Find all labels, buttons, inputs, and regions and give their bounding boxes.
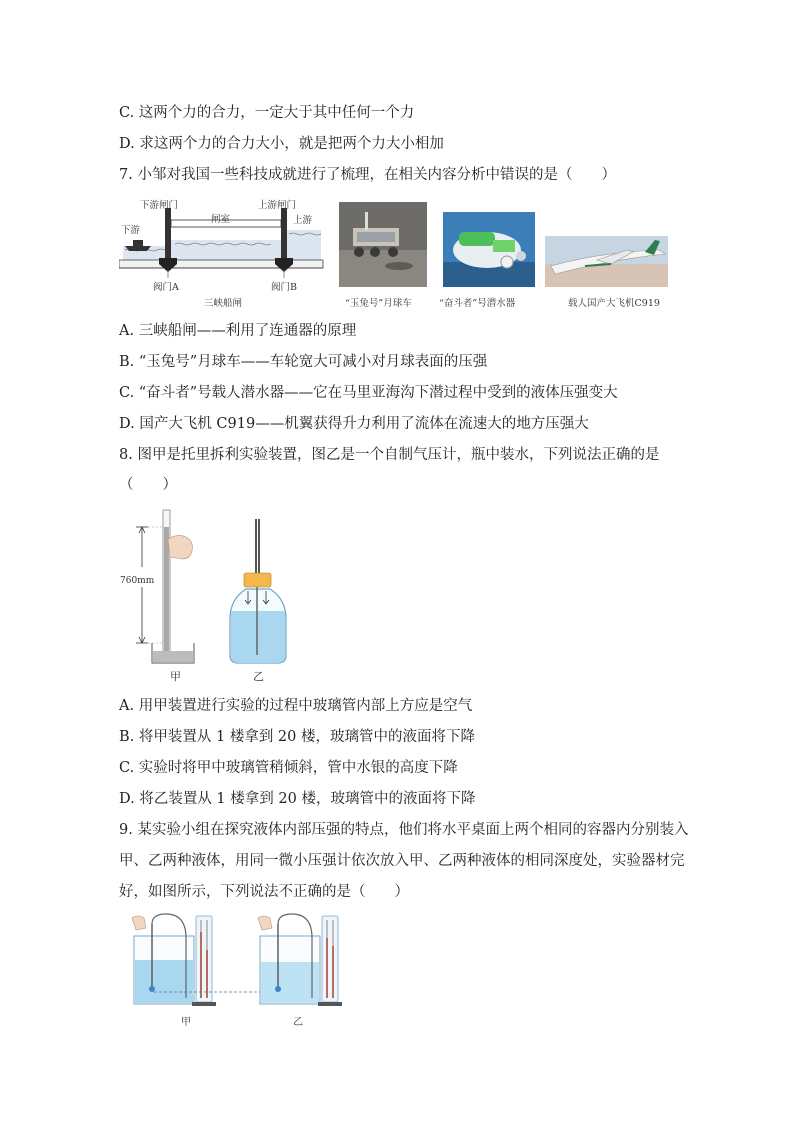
plane-caption: 载人国产大飞机C919 [568, 298, 660, 309]
question-9-line1: 9. 某实验小组在探究液体内部压强的特点，他们将水平桌面上两个相同的容器内分别装入 [119, 822, 689, 838]
question-8: 8. 图甲是托里拆利实验装置，图乙是一个自制气压计，瓶中装水，下列说法正确的是 [119, 447, 660, 463]
question-8-bracket: （ ） [119, 477, 177, 493]
option-6c: C. 这两个力的合力，一定大于其中任何一个力 [119, 105, 415, 121]
option-8d: D. 将乙装置从 1 楼拿到 20 楼，玻璃管中的液面将下降 [119, 791, 476, 807]
option-8b: B. 将甲装置从 1 楼拿到 20 楼，玻璃管中的液面将下降 [119, 729, 475, 745]
option-7c: C. “奋斗者”号载人潜水器——它在马里亚海沟下潜过程中受到的液体压强变大 [119, 385, 618, 401]
ship-lock-caption: 三峡船闸 [204, 298, 243, 309]
figure-yi-label: 乙 [253, 670, 264, 683]
chamber-label: 闸室 [211, 214, 231, 225]
figure9-jia-label: 甲 [181, 1017, 191, 1028]
option-7b: B. “玉兔号”月球车——车轮宽大可减小对月球表面的压强 [119, 354, 488, 370]
lunar-rover-photo [339, 202, 427, 287]
option-7a: A. 三峡船闸——利用了连通器的原理 [119, 323, 357, 339]
pressure-gauge-figure [118, 910, 348, 1015]
c919-plane-photo [545, 236, 668, 287]
downstream-label: 下游 [121, 225, 141, 236]
question-7: 7. 小邹对我国一些科技成就进行了梳理，在相关内容分析中错误的是（ ） [119, 167, 616, 183]
rover-caption: “玉兔号”月球车 [345, 298, 412, 309]
submersible-caption: “奋斗者”号潜水器 [439, 298, 516, 309]
figure-jia-label: 甲 [170, 670, 181, 683]
question-9-line2: 甲、乙两种液体，用同一微小压强计依次放入甲、乙两种液体的相同深度处，实验器材完 [119, 853, 685, 869]
option-7d: D. 国产大飞机 C919——机翼获得升力利用了流体在流速大的地方压强大 [119, 416, 589, 432]
height-760mm-label: 760mm [120, 576, 155, 586]
question-9-line3: 好，如图所示，下列说法不正确的是（ ） [119, 884, 409, 900]
figure9-yi-label: 乙 [293, 1017, 303, 1028]
upstream-gate-label: 上游闸门 [258, 200, 297, 211]
downstream-gate-label: 下游闸门 [140, 200, 179, 211]
torricelli-barometer-figure [118, 505, 288, 685]
valve-b-label: 阀门B [271, 282, 297, 293]
option-8c: C. 实验时将甲中玻璃管稍倾斜，管中水银的高度下降 [119, 760, 458, 776]
option-6d: D. 求这两个力的合力大小，就是把两个力大小相加 [119, 136, 444, 152]
submersible-photo [443, 212, 535, 287]
valve-a-label: 阀门A [153, 282, 179, 293]
option-8a: A. 用甲装置进行实验的过程中玻璃管内部上方应是空气 [119, 698, 473, 714]
upstream-label: 上游 [293, 215, 313, 226]
